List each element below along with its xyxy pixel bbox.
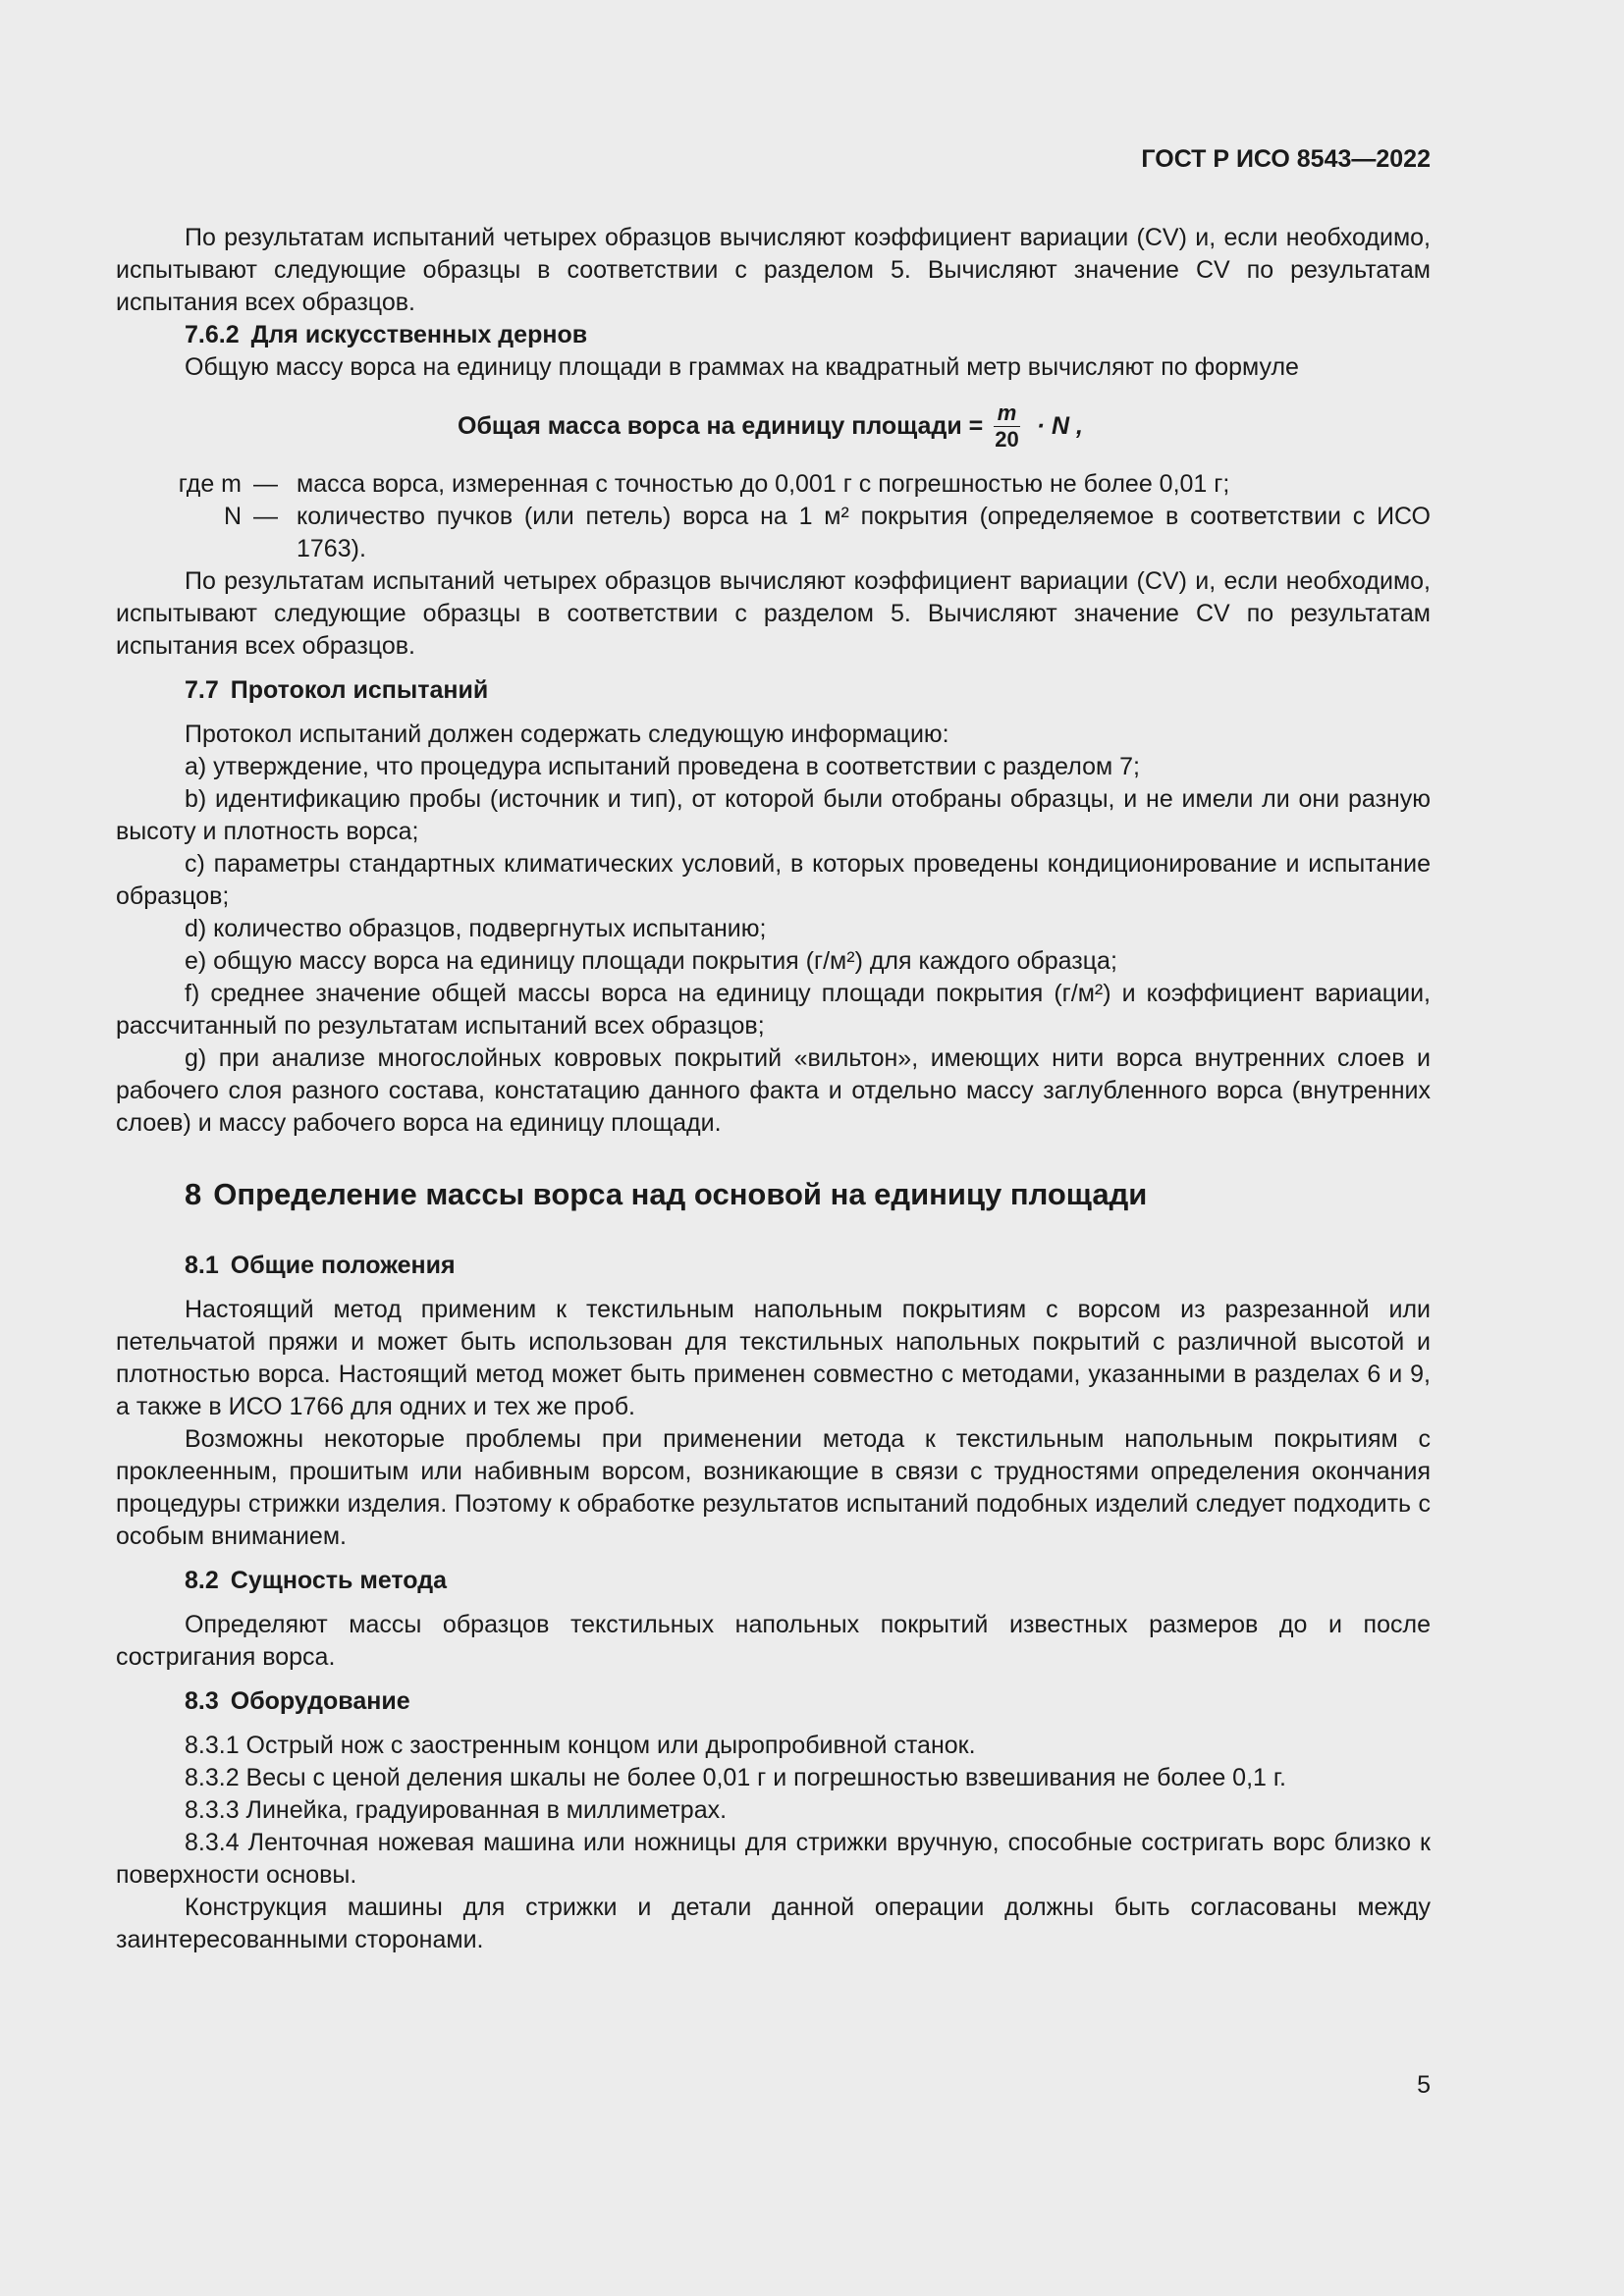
paragraph: e) общую массу ворса на единицу площади покрытия (г/м²) для каждого образца;	[185, 947, 1117, 975]
heading-number: 7.7	[185, 676, 219, 704]
spacer	[116, 1140, 1431, 1175]
spacer	[116, 1597, 1431, 1609]
page-number: 5	[1417, 2071, 1431, 2099]
subsection-heading	[116, 674, 1431, 707]
paragraph: 8.3.1 Острый нож с заостренным концом или дыропробивной станок.	[185, 1732, 976, 1759]
definition-term: где m	[178, 470, 242, 498]
paragraph: Конструкция машины для стрижки и детали данной операции должны быть согласованы между заинтересованными сторонами.	[116, 1894, 1431, 1953]
definition-row	[116, 501, 1431, 565]
paragraph: 8.3.2 Весы с ценой деления шкалы не более 0,01 г и погрешностью взвешивания не более 0,1 г.	[185, 1764, 1286, 1791]
formula-rhs: · N ,	[1036, 411, 1083, 440]
page-header-standard-id: ГОСТ Р ИСО 8543—2022	[1141, 145, 1431, 173]
heading-title: Общие положения	[230, 1252, 456, 1279]
spacer	[116, 1282, 1431, 1294]
definition-desc: количество пучков (или петель) ворса на 1 м² покрытия (определяемое в соответствии с ИСО 1763).	[297, 503, 1431, 562]
section-heading	[116, 1175, 1431, 1214]
paragraph: a) утверждение, что процедура испытаний проведена в соответствии с разделом 7;	[185, 753, 1140, 780]
paragraph: f) среднее значение общей массы ворса на единицу площади покрытия (г/м²) и коэффициент вариации, рассчитанный по результатам испытаний всех образцов;	[116, 980, 1431, 1040]
document-body	[116, 222, 1431, 1956]
heading-title: Для искусственных дернов	[250, 321, 588, 348]
definition-row	[116, 468, 1431, 501]
formula-fraction	[991, 400, 1022, 453]
paragraph: Общую массу ворса на единицу площади в граммах на квадратный метр вычисляют по формуле	[185, 353, 1299, 381]
paragraph: Протокол испытаний должен содержать следующую информацию:	[185, 721, 949, 748]
heading-title: Сущность метода	[230, 1567, 448, 1594]
subsection-heading	[116, 1685, 1431, 1718]
heading-number: 8.3	[185, 1687, 219, 1715]
spacer	[116, 707, 1431, 719]
subsection-heading	[116, 1250, 1431, 1282]
spacer	[116, 1718, 1431, 1730]
heading-number: 7.6.2	[185, 321, 240, 348]
heading-number: 8.2	[185, 1567, 219, 1594]
paragraph: По результатам испытаний четырех образцов вычисляют коэффициент вариации (CV) и, если необходимо, испытывают следующие образцы в соответствии с разделом 5. Вычисляют значение CV по результатам испытания всех образцов.	[116, 224, 1431, 316]
paragraph: Настоящий метод применим к текстильным напольным покрытиям с ворсом из разрезанной или петельчатой пряжи и может быть использован для текстильных напольных покрытий с различной высотой и плотностью ворса. Настоящий метод может быть применен совместно с методами, указанными в разделах 6 и 9, а также в ИСО 1766 для одних и тех же проб.	[116, 1296, 1431, 1420]
paragraph: c) параметры стандартных климатических условий, в которых проведены кондиционирование и испытание образцов;	[116, 850, 1431, 910]
paragraph: g) при анализе многослойных ковровых покрытий «вильтон», имеющих нити ворса внутренних слоев и рабочего слоя разного состава, констатацию данного факта и отдельно массу заглубленного ворса (внутренних слоев) и массу рабочего ворса на единицу площади.	[116, 1044, 1431, 1137]
paragraph: По результатам испытаний четырех образцов вычисляют коэффициент вариации (CV) и, если необходимо, испытывают следующие образцы в соответствии с разделом 5. Вычисляют значение CV по результатам испытания всех образцов.	[116, 567, 1431, 660]
formula-lhs: Общая масса ворса на единицу площади =	[458, 411, 984, 440]
paragraph: d) количество образцов, подвергнутых испытанию;	[185, 915, 767, 942]
paragraph: 8.3.3 Линейка, градуированная в миллиметрах.	[185, 1796, 728, 1824]
paragraph: Возможны некоторые проблемы при применении метода к текстильным напольным покрытиям с проклеенным, прошитым или набивным ворсом, возникающие в связи с трудностями определения окончания процедуры стрижки изделия. Поэтому к обработке результатов испытаний подобных изделий следует подходить с особым вниманием.	[116, 1425, 1431, 1550]
heading-title: Протокол испытаний	[230, 676, 489, 704]
definition-dash: —	[253, 503, 278, 530]
heading-number: 8	[185, 1177, 202, 1211]
heading-title: Оборудование	[230, 1687, 410, 1715]
definition-term: N	[223, 503, 242, 530]
spacer	[116, 1553, 1431, 1565]
heading-title: Определение массы ворса над основой на единицу площади	[213, 1177, 1148, 1211]
formula	[116, 392, 1431, 460]
spacer	[116, 1674, 1431, 1685]
paragraph: 8.3.4 Ленточная ножевая машина или ножницы для стрижки вручную, способные состригать ворс близко к поверхности основы.	[116, 1829, 1431, 1889]
fraction-numerator: m	[994, 400, 1021, 427]
paragraph: b) идентификацию пробы (источник и тип), от которой были отобраны образцы, и не имели ли они разную высоту и плотность ворса;	[116, 785, 1431, 845]
heading-number: 8.1	[185, 1252, 219, 1279]
spacer	[116, 663, 1431, 674]
subsection-heading	[116, 1565, 1431, 1597]
subsection-heading	[116, 319, 1431, 351]
fraction-denominator: 20	[995, 426, 1019, 452]
definition-dash: —	[253, 470, 278, 498]
spacer	[116, 1214, 1431, 1250]
definition-desc: масса ворса, измеренная с точностью до 0,001 г с погрешностью не более 0,01 г;	[297, 470, 1230, 498]
paragraph: Определяют массы образцов текстильных напольных покрытий известных размеров до и после состригания ворса.	[116, 1611, 1431, 1671]
